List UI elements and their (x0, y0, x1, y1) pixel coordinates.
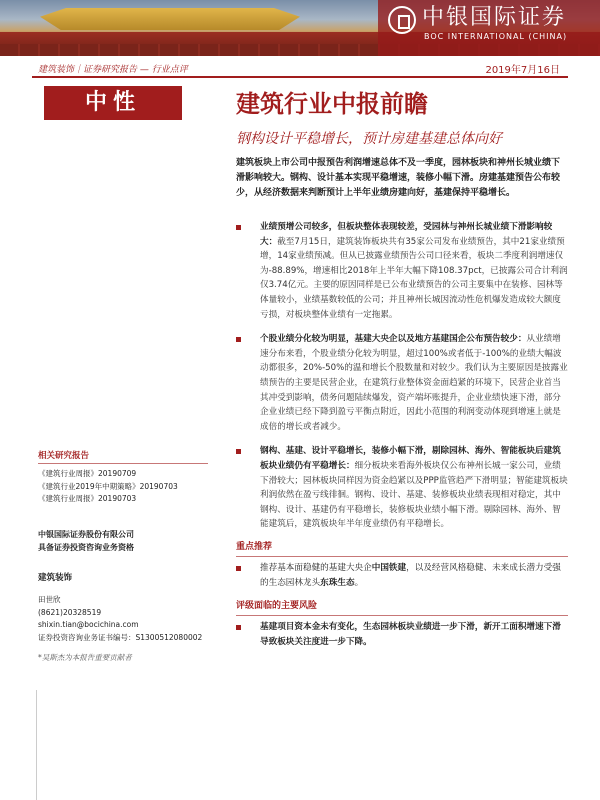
report-subtitle: 钢构设计平稳增长，预计房建基建总体向好 (236, 131, 502, 147)
bullet-lead: 个股业绩分化较为明显，基建大央企以及地方基建国企公布预告较少： (260, 334, 527, 345)
main-content (236, 220, 568, 649)
analyst-phone: (8621)20328519 (38, 607, 102, 617)
risk-heading: 评级面临的主要风险 (236, 600, 318, 611)
header-banner (0, 0, 600, 56)
related-report-item[interactable]: 《建筑行业周报》20190709 (38, 469, 137, 478)
rec-text: 推荐基本面稳健的基建大央企 (260, 563, 372, 574)
summary-paragraph: 建筑板块上市公司中报预告利润增速总体不及一季度，园林板块和神州长城业绩下滑影响较大。钢构、设计基本实现平稳增速，装修小幅下滑。房建基建预告公布较少，从经济数据来判断预计上半年业绩房建向好，基建保持平稳增长。 (236, 158, 561, 198)
left-column-divider (36, 690, 37, 800)
header-rule (32, 76, 568, 78)
bullet-body: 从业绩增速分布来看，个股业绩分化较为明显，超过100%或者低于-100%的业绩大幅波动都很多，20%-50%的温和增长个股数量和对较少。我们认为主要原因是披露业绩预告的主要是民营企业，在建筑行业整体资金面趋紧的环境下，民营企业首当其冲受到影响，债务问题陆续爆发，资产端坏账提升，企业业绩快速下滑，部分企业业绩已经下降到盈亏平衡点附近，因此小范围的利润变动体现到增速上就是成倍的增长或者减少。 (260, 334, 568, 432)
brand-block (378, 0, 600, 56)
related-reports-rule (38, 463, 208, 464)
related-reports-heading: 相关研究报告 (38, 451, 90, 461)
analyst-info (38, 594, 202, 644)
rec-text: ，以及经营风格稳健、未来成长潜力受强的生态园林龙头 (260, 563, 561, 589)
company-name: 中银国际证券股份有限公司 (38, 530, 134, 539)
recommendation-item (236, 561, 568, 590)
rec-text: 。 (354, 578, 364, 589)
bullet-item (236, 444, 568, 532)
related-report-item[interactable]: 《建筑行业周报》20190703 (38, 494, 137, 503)
bullet-body: 截至7月15日，建筑装饰板块共有35家公司发布业绩预告，其中21家业绩预增，14家业绩预减。但从已披露业绩预告公司口径来看，板块二季度利润增速仅为-88.89%，增速相比2018年上半年大幅下降108.37pct，已披露公司合计利润仅3.74亿元。主要的原因同样是已公布业绩预告的公司主要集中在装修、园林等体量较小，业绩基数较低的公司；并且神州长城因流动性危机爆发造成较大额度亏损，对板块整体业绩有一定拖累。 (260, 236, 568, 320)
risk-text: 基建项目资本金未有变化，生态园林板块业绩进一步下滑，新开工面积增速下滑导致板块关注度进一步下降。 (260, 622, 561, 647)
risk-item (236, 620, 568, 649)
company-info (38, 528, 134, 554)
brand-name-cn: 中银国际证券 (422, 5, 567, 30)
bullet-item (236, 220, 568, 322)
palace-roof-graphic (40, 8, 300, 30)
brand-name-en: BOC INTERNATIONAL (CHINA) (424, 32, 568, 41)
bullet-body: 细分板块来看海外板块仅公布神州长城一家公司，业绩下滑较大；园林板块同样因为资金趋紧以及PPP监管趋严下滑明显；智能建筑板块利润依然在盈亏线徘徊。钢构、设计、基建、装修板块业绩表现相对稳定，其中钢构、设计、基建仍有平稳增长，装修板块业绩小幅下滑。剔除园林、海外、智能建筑后，建筑板块年半年度业绩仍有平稳增长。 (260, 460, 568, 530)
rec-stock-2: 东珠生态 (320, 578, 355, 589)
analyst-cert: 证券投资咨询业务证书编号：S1300512080002 (38, 632, 203, 642)
recommendation-rule (236, 556, 568, 557)
analyst-name: 田世欣 (38, 595, 61, 604)
report-date: 2019年7月16日 (485, 65, 560, 76)
bullet-lead: 钢构、基建、设计平稳增长，装修小幅下滑，剔除园林、海外、智能板块后建筑板块业绩仍有平稳增长： (260, 446, 561, 471)
recommendation-heading: 重点推荐 (236, 541, 273, 552)
risk-rule (236, 615, 568, 616)
rating-badge: 中性 (44, 86, 182, 120)
analyst-email[interactable]: shixin.tian@bocichina.com (38, 620, 139, 629)
related-reports-list (38, 468, 178, 506)
sector-label: 建筑装饰 (38, 573, 73, 583)
rec-stock-1: 中国铁建 (371, 563, 407, 574)
breadcrumb: 建筑装饰｜证券研究报告 — 行业点评 (38, 65, 188, 75)
report-title: 建筑行业中报前瞻 (236, 90, 428, 118)
related-report-item[interactable]: 《建筑行业2019年中期策略》20190703 (38, 481, 178, 491)
bullet-item (236, 332, 568, 434)
company-qualification: 具备证券投资咨询业务资格 (38, 543, 134, 552)
bullet-lead: 业绩预增公司较多，但板块整体表现较差，受园林与神州长城业绩下滑影响较大： (260, 222, 553, 247)
boc-logo-icon (388, 6, 416, 34)
contributor-note: *吴斯杰为本报告重要贡献者 (38, 653, 132, 662)
